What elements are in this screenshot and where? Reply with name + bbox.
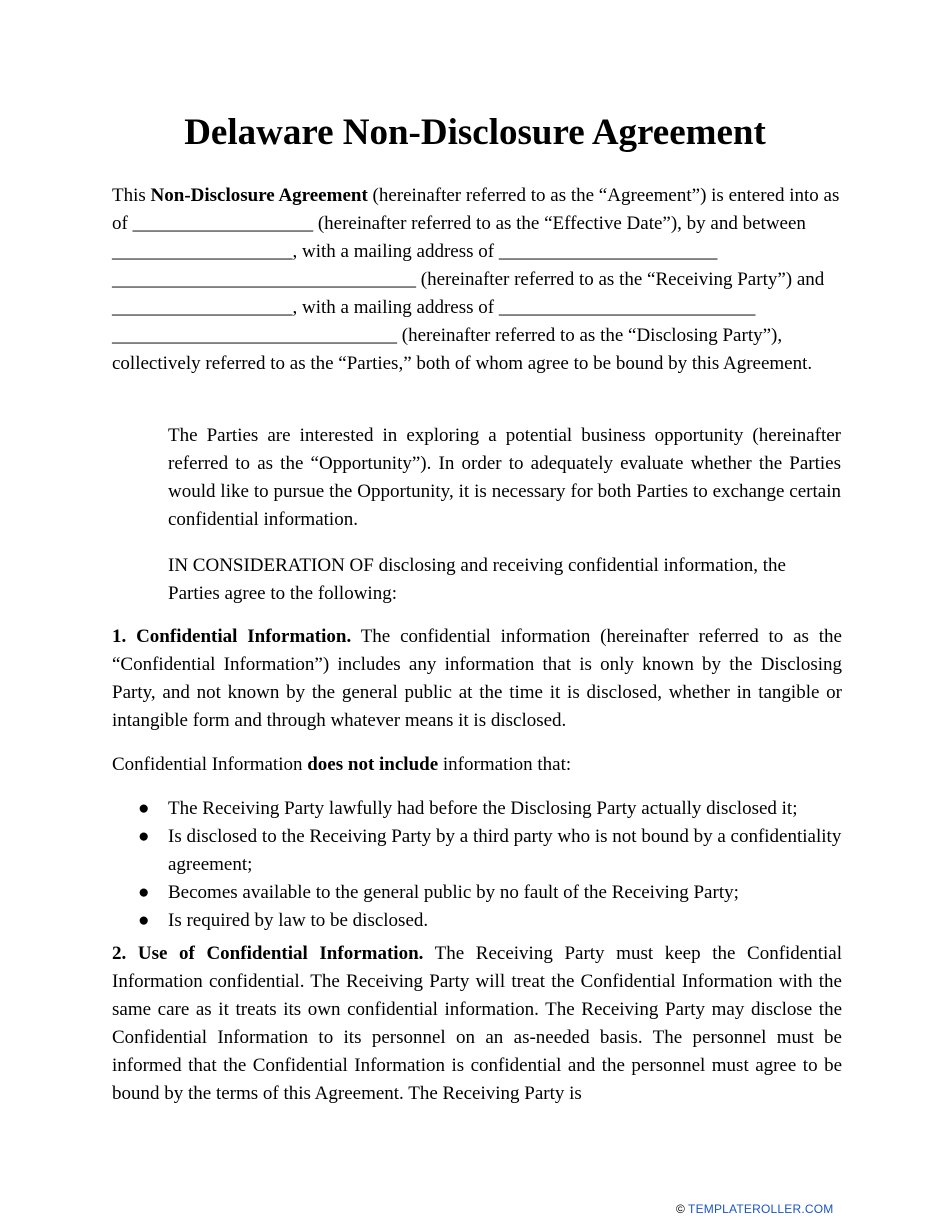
section-2-heading: 2. Use of Confidential Information. bbox=[112, 943, 424, 964]
list-item bbox=[138, 879, 843, 907]
list-item bbox=[138, 795, 843, 823]
exclusions-emphasis: does not include bbox=[307, 754, 439, 775]
intro-paragraph bbox=[112, 182, 840, 378]
intro-text-rest: (hereinafter referred to as the “Agreement”) is entered into as of ___________________ (hereinafter referred to as the “Effective Date”), by and between ___________________, with a mailing address of _______________________ ________________________________ (hereinafter referred to as the “Receiving Party”) and ___________________, with a mailing address of ___________________________ ______________________________ (hereinafter referred to as the “Disclosing Party”), collectively referred to as the “Parties,” both of whom agree to be bound by this Agreement. bbox=[112, 185, 840, 374]
list-item-text: The Receiving Party lawfully had before the Disclosing Party actually disclosed it; bbox=[168, 798, 798, 819]
intro-text-start: This bbox=[112, 185, 151, 206]
exclusions-list bbox=[138, 795, 843, 935]
intro-agreement-name: Non-Disclosure Agreement bbox=[150, 185, 368, 206]
exclusions-text-end: information that: bbox=[438, 754, 572, 775]
list-item-text: Is required by law to be disclosed. bbox=[168, 910, 429, 931]
copyright-icon: © bbox=[676, 1202, 686, 1216]
bullet-icon: ● bbox=[138, 910, 150, 931]
exclusions-text-start: Confidential Information bbox=[112, 754, 308, 775]
list-item-text: Is disclosed to the Receiving Party by a third party who is not bound by a confidentiality agreement; bbox=[168, 826, 842, 875]
list-item bbox=[138, 823, 843, 879]
list-item bbox=[138, 907, 843, 935]
document-title: Delaware Non-Disclosure Agreement bbox=[184, 112, 766, 153]
bullet-icon: ● bbox=[138, 882, 150, 903]
recital-paragraph: The Parties are interested in exploring a potential business opportunity (hereinafter referred to as the “Opportunity”). In order to adequately evaluate whether the Parties would like to pursue the Opportunity, it is necessary for both Parties to exchange certain confidential information. bbox=[168, 425, 841, 530]
section-1-heading: 1. Confidential Information. bbox=[112, 626, 352, 647]
consideration-paragraph: IN CONSIDERATION OF disclosing and receiving confidential information, the Parties agree to the following: bbox=[168, 555, 786, 604]
exclusions-intro bbox=[112, 751, 842, 779]
bullet-icon: ● bbox=[138, 798, 150, 819]
section-2-paragraph bbox=[112, 940, 842, 1108]
section-1-paragraph bbox=[112, 623, 842, 735]
footer-site-link[interactable]: TEMPLATEROLLER.COM bbox=[688, 1202, 834, 1216]
section-2-body: The Receiving Party must keep the Confidential Information confidential. The Receiving Party will treat the Confidential Information with the same care as it treats its own confidential information. The Receiving Party may disclose the Confidential Information to its personnel on an as-needed basis. The personnel must be informed that the Confidential Information is confidential and the personnel must agree to be bound by the terms of this Agreement. The Receiving Party is bbox=[112, 943, 842, 1104]
bullet-icon: ● bbox=[138, 826, 150, 847]
list-item-text: Becomes available to the general public by no fault of the Receiving Party; bbox=[168, 882, 739, 903]
section-1-body: The confidential information (hereinafter referred to as the “Confidential Information”) includes any information that is only known by the Disclosing Party, and not known by the general public at the time it is disclosed, whether in tangible or intangible form and through whatever means it is disclosed. bbox=[112, 626, 842, 731]
footer-credit bbox=[676, 1202, 833, 1216]
